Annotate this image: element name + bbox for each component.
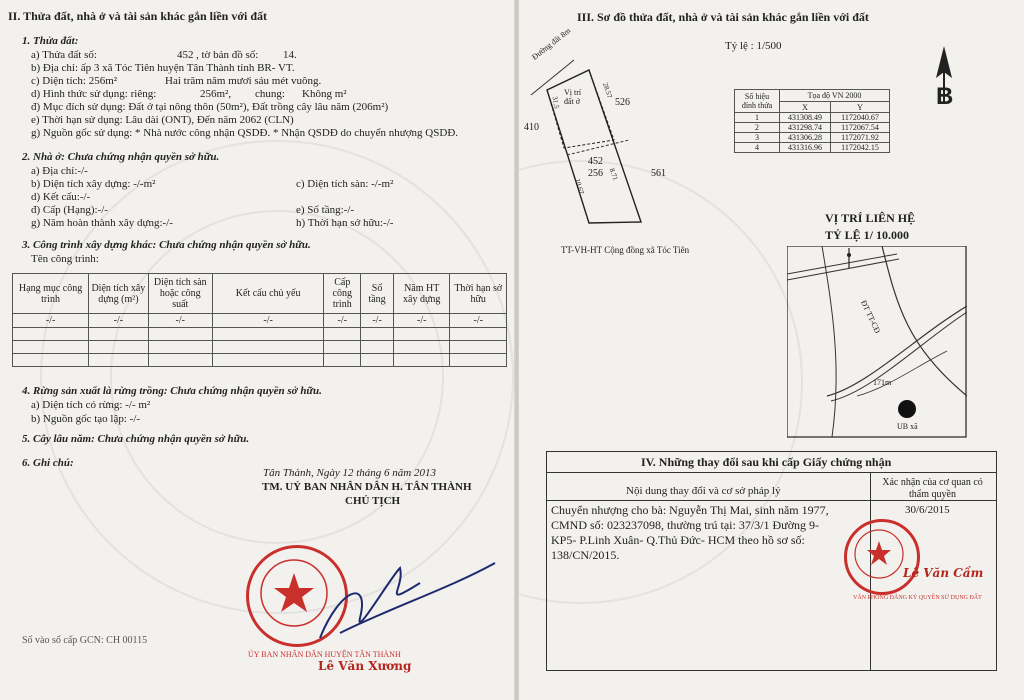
signing-role: CHỦ TỊCH: [345, 495, 401, 507]
table-cell: 1172040.67: [831, 113, 890, 123]
house-ownership-term: h) Thời hạn sở hữu:-/-: [296, 217, 394, 229]
p5-title: 5. Cây lâu năm: Chưa chứng nhận quyền sở hữu.: [22, 433, 250, 445]
signature-scribble: [300, 548, 500, 653]
p2-title: 2. Nhà ở: Chưa chứng nhận quyền sở hữu.: [22, 151, 220, 163]
house-grade: đ) Cấp (Hạng):-/-: [31, 204, 108, 216]
house-built-area: b) Diện tích xây dựng: -/-m²: [31, 178, 156, 190]
neighbor-561: 561: [651, 168, 666, 179]
coords-col-y: Y: [831, 102, 890, 113]
office-stamp: [844, 519, 920, 595]
changes-col-content: Nội dung thay đổi và cơ sở pháp lý: [626, 485, 781, 497]
edge-length-4: 31.5: [550, 95, 561, 110]
officer-name: Lê Văn Cầm: [903, 566, 984, 580]
table-row: [735, 133, 890, 143]
usage-term: e) Thời hạn sử dụng: Lâu dài (ONT), Đến năm 2062 (CLN): [31, 114, 294, 126]
table-cell: -/-: [450, 314, 507, 328]
works-col-item: Hạng mục công trình: [13, 274, 89, 314]
coords-col-vertex: Số hiệu đỉnh thửa: [735, 90, 780, 113]
neighbor-410: 410: [524, 122, 539, 133]
table-cell: -/-: [148, 314, 212, 328]
location-scale: TỶ LỆ 1/ 10.000: [825, 228, 910, 242]
works-col-floor-area: Diện tích sàn hoặc công suất: [148, 274, 212, 314]
table-cell: 1172042.15: [831, 143, 890, 153]
works-col-year: Năm HT xây dựng: [393, 274, 449, 314]
table-cell: -/-: [361, 314, 394, 328]
table-cell: 4: [735, 143, 780, 153]
location-title: VỊ TRÍ LIÊN HỆ: [825, 211, 916, 225]
table-cell: 431316.96: [780, 143, 831, 153]
house-floors: e) Số tầng:-/-: [296, 204, 355, 216]
location-map: [787, 246, 967, 438]
edge-length-3: 8.71: [607, 167, 620, 182]
usage-private: 256m²,: [200, 88, 232, 100]
works-col-term: Thời hạn sở hữu: [450, 274, 507, 314]
coords-col-system: Tọa độ VN 2000: [780, 90, 890, 102]
table-cell: 3: [735, 133, 780, 143]
plot-parcel-number: 452: [588, 156, 603, 167]
forest-origin: b) Nguồn gốc tạo lập: -/-: [31, 413, 141, 425]
map-sheet-number: 14.: [283, 49, 297, 61]
works-table: [12, 273, 507, 367]
area-in-words: Hai trăm năm mươi sáu mét vuông.: [165, 75, 322, 87]
transfer-content: Chuyển nhượng cho bà: Nguyễn Thị Mai, sinh năm 1977, CMND số: 023237098, thường trú tại: 37/3/1 Đường 9- KP5- P.Linh Xuân- Q.Thủ Đức- HCM theo hồ sơ số: 138/CN/2015.: [551, 503, 829, 562]
p3-title: 3. Công trình xây dựng khác: Chưa chứng nhận quyền sở hữu.: [22, 239, 311, 251]
map-sheet-label: , tờ bản đồ số:: [196, 49, 259, 61]
works-table-header: [13, 274, 507, 314]
table-cell: 1172067.54: [831, 123, 890, 133]
table-row: [13, 314, 507, 328]
north-label: B: [936, 83, 954, 110]
table-cell: -/-: [324, 314, 361, 328]
section-3-title: III. Sơ đồ thửa đất, nhà ở và tài sản khác gắn liền với đất: [577, 10, 869, 24]
works-col-built-area: Diện tích xây dựng (m²): [89, 274, 148, 314]
address: b) Địa chỉ: ấp 3 xã Tóc Tiên huyện Tân Thành tỉnh BR- VT.: [31, 62, 295, 74]
community-center-label: TT-VH-HT Cộng đồng xã Tóc Tiên: [561, 245, 690, 255]
house-floor-area: c) Diện tích sàn: -/-m²: [296, 178, 394, 190]
works-col-floors: Số tầng: [361, 274, 394, 314]
signing-date: Tân Thành, Ngày 12 tháng 6 năm 2013: [263, 467, 436, 479]
commune-office-label: UB xã: [897, 422, 918, 431]
usage-origin: g) Nguồn gốc sử dụng: * Nhà nước công nhận QSDĐ. * Nhận QSDĐ do chuyển nhượng QSDĐ.: [31, 127, 459, 139]
p6-title: 6. Ghi chú:: [22, 457, 74, 469]
neighbor-526: 526: [615, 97, 630, 108]
plot-scale: Tỷ lệ : 1/500: [725, 40, 782, 52]
table-cell: 431306.28: [780, 133, 831, 143]
changes-title: IV. Những thay đổi sau khi cấp Giấy chứng nhận: [641, 455, 892, 469]
signing-org: TM. UỶ BAN NHÂN DÂN H. TÂN THÀNH: [262, 481, 472, 493]
p1-title: 1. Thửa đất:: [22, 35, 79, 47]
table-cell: 431308.49: [780, 113, 831, 123]
table-row: [13, 341, 507, 354]
table-row: [13, 354, 507, 367]
table-row: [13, 328, 507, 341]
section-2-title: II. Thửa đất, nhà ở và tài sản khác gắn liền với đất: [8, 9, 268, 23]
usage-form-label: d) Hình thức sử dụng: riêng:: [31, 88, 157, 100]
table-cell: -/-: [212, 314, 323, 328]
area: c) Diện tích: 256m²: [31, 75, 118, 87]
usage-shared-label: chung:: [255, 88, 285, 100]
table-cell: -/-: [89, 314, 148, 328]
table-row: [735, 113, 890, 123]
usage-purpose: đ) Mục đích sử dụng: Đất ở tại nông thôn (50m²), Đất trồng cây lâu năm (206m²): [31, 101, 389, 113]
table-cell: 431298.74: [780, 123, 831, 133]
right-page: [519, 0, 1024, 700]
house-address: a) Địa chỉ:-/-: [31, 165, 88, 177]
signer-name: Lê Văn Xương: [318, 659, 412, 673]
house-year: g) Năm hoàn thành xây dựng:-/-: [31, 217, 173, 229]
table-row: [735, 123, 890, 133]
edge-length-1: 10.67: [573, 177, 586, 196]
works-col-grade: Cấp công trình: [324, 274, 361, 314]
table-cell: -/-: [13, 314, 89, 328]
office-stamp-text: VĂN PHÒNG ĐĂNG KÝ QUYỀN SỬ DỤNG ĐẤT: [853, 595, 982, 601]
parcel-number: 452: [177, 49, 194, 61]
usage-shared: Không m²: [302, 88, 347, 100]
table-cell: 1172071.92: [831, 133, 890, 143]
works-col-structure: Kết cấu chủ yếu: [212, 274, 323, 314]
coords-col-x: X: [780, 102, 831, 113]
changes-col-authority: Xác nhận của cơ quan có thẩm quyền: [882, 477, 983, 500]
road-label: Đường đất 8m: [530, 26, 573, 62]
distance-label: 171m: [873, 378, 892, 387]
plot-diagram: [519, 40, 734, 240]
table-row: [735, 143, 890, 153]
parcel-number-label: a) Thửa đất số:: [31, 49, 97, 61]
table-cell: -/-: [393, 314, 449, 328]
works-name-label: Tên công trình:: [31, 253, 99, 265]
house-location-label: Vị trí đất ở: [564, 88, 582, 106]
transfer-date: 30/6/2015: [905, 504, 950, 516]
forest-area: a) Diện tích có rừng: -/- m²: [31, 399, 151, 411]
table-cell: 2: [735, 123, 780, 133]
provincial-road-label: ĐT TT-CĐ: [859, 298, 883, 335]
plot-area: 256: [588, 168, 603, 179]
seal-text: ỦY BAN NHÂN DÂN HUYỆN TÂN THÀNH: [248, 650, 401, 659]
gcn-register-number: Số vào sổ cấp GCN: CH 00115: [22, 635, 148, 646]
p4-title: 4. Rừng sản xuất là rừng trồng: Chưa chứng nhận quyền sở hữu.: [22, 385, 322, 397]
house-structure: d) Kết cấu:-/-: [31, 191, 91, 203]
edge-length-2: 28.57: [601, 81, 614, 100]
table-cell: 1: [735, 113, 780, 123]
coords-table: [734, 89, 890, 153]
